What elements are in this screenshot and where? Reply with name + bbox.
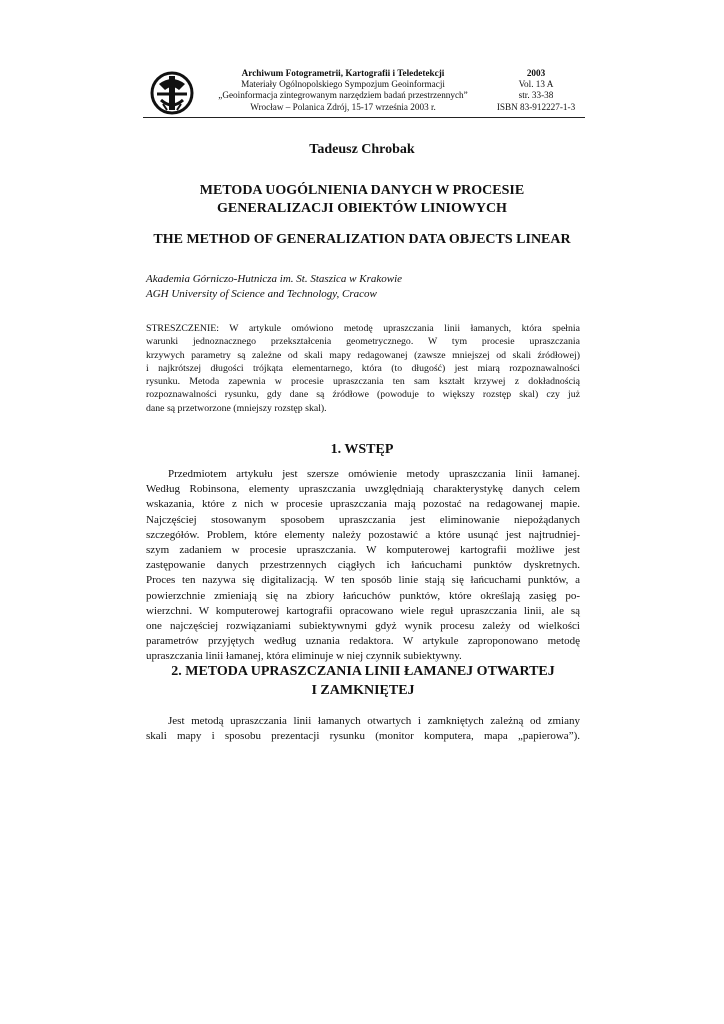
abstract-line: i najkrótszej długości trójkąta elementarnego, która (to długość) jest miarą rozpoznawalności [146, 362, 580, 374]
paragraph-line: Według Robinsona, elementy upraszczania uwzględniają charakterystykę danych celem [146, 483, 580, 496]
section-1-body [146, 467, 580, 665]
paragraph-line: upraszczania linii łamanej, która eliminuje w niej czynnik subiektywny. [146, 650, 462, 663]
journal-header [143, 68, 585, 116]
paragraph-line: powierzchnie zmieniają się na zbiory łańcuchów punktów, które określają zasięg po- [146, 589, 580, 602]
page-range: str. 33-38 [518, 90, 554, 101]
header-divider [143, 117, 585, 118]
paragraph-line: wierzchni. W komputerowej kartografii opracowano wiele reguł upraszczania linii, ale są [146, 604, 580, 617]
abstract-line: STRESZCZENIE: W artykule omówiono metodę upraszczania linii łamanych, która spełnia [146, 323, 580, 334]
paragraph-line: parametrów przyjętych według uznania redaktora. W artykule zaproponowano metodę [146, 635, 580, 648]
header-info [185, 68, 501, 113]
paragraph-line: wskazania, które z nich w procesie upraszczania mają pozostać na redagowanej mapie. [146, 498, 580, 511]
paragraph-line: Przedmiotem artykułu jest szersze omówienie metody upraszczania linii łamanej. [168, 468, 580, 480]
paragraph-line: Najczęściej stosowanym sposobem upraszczania jest eliminowanie niepożądanych [146, 513, 580, 526]
title-polish-line: METODA UOGÓLNIENIA DANYCH W PROCESIE [199, 183, 525, 198]
volume: Vol. 13 A [518, 79, 554, 90]
abstract-line: rysunku. Metoda zapewnia w procesie upraszczania ten sam kształt krzywej z dokładnością [146, 376, 580, 388]
venue-date: Wrocław – Polanica Zdrój, 15-17 września 2003 r. [250, 101, 436, 112]
journal-name: Archiwum Fotogrametrii, Kartografii i Teledetekcji [241, 68, 445, 78]
title-polish-line: GENERALIZACJI OBIEKTÓW LINIOWYCH [217, 201, 507, 216]
section-2-heading-line: I ZAMKNIĘTEJ [311, 683, 415, 698]
affiliation [146, 272, 586, 302]
paragraph-line: szczegółów. Problem, które elementy należy pozostawić a które usunąć jest najtrudniej- [146, 528, 580, 541]
paragraph-line: one najczęściej rozwiązaniami subiektywnymi gdyż wynik procesu zależy od wielkości [146, 620, 580, 633]
abstract-line: krzywych parametry są zależne od skali mapy redagowanej (zawsze mniejszej od skali źródłowej) [146, 349, 580, 361]
isbn: ISBN 83-912227-1-3 [496, 101, 576, 112]
section-2-heading-line: 2. METODA UPRASZCZANIA LINII ŁAMANEJ OTWARTEJ [171, 664, 555, 679]
proceedings-name: Materiały Ogólnopolskiego Sympozjum Geoinformacji [241, 79, 445, 90]
title-polish [0, 182, 724, 218]
section-2-heading [146, 662, 580, 700]
paragraph-line: Jest metodą upraszczania linii łamanych otwartych i zamkniętych zależną od zmiany [168, 715, 580, 727]
abstract [146, 322, 580, 415]
symposium-name: „Geoinformacja zintegrowanym narzędziem badań przestrzennych” [218, 90, 468, 101]
section-2-body [146, 714, 580, 744]
abstract-line: dane są przetworzone (mniejszy rozstęp skal). [146, 402, 327, 414]
section-1-heading: 1. WSTĘP [330, 442, 394, 457]
year: 2003 [526, 68, 546, 78]
affiliation-polish: Akademia Górniczo-Hutnicza im. St. Staszica w Krakowie [146, 273, 403, 285]
author-name: Tadeusz Chrobak [309, 142, 415, 157]
paragraph-line: skali mapy i sposobu prezentacji rysunku (monitor komputera, mapa „papierowa”). [146, 730, 580, 743]
abstract-line: rozpoznawalności rysunku, gdy dane są źródłowe (powoduje to większy rozstęp skal) czy już [146, 389, 580, 401]
paragraph-line: zastępowanie danych przestrzennych ciągłych ich łańcuchami punktów dyskretnych. [146, 559, 580, 572]
affiliation-english: AGH University of Science and Technology, Cracow [146, 288, 377, 300]
title-english: THE METHOD OF GENERALIZATION DATA OBJECTS LINEAR [153, 232, 571, 247]
paragraph-line: szym zadaniem w procesie upraszczania. W komputerowej kartografii możliwe jest [146, 544, 580, 557]
publication-details [495, 68, 577, 113]
paragraph-line: Proces ten nazywa się digitalizacją. W ten sposób linie stają się łańcuchami punktów, a [146, 574, 580, 587]
abstract-line: warunki jednoznacznego przekształcenia geometrycznego. W tym procesie upraszczania [146, 336, 580, 348]
